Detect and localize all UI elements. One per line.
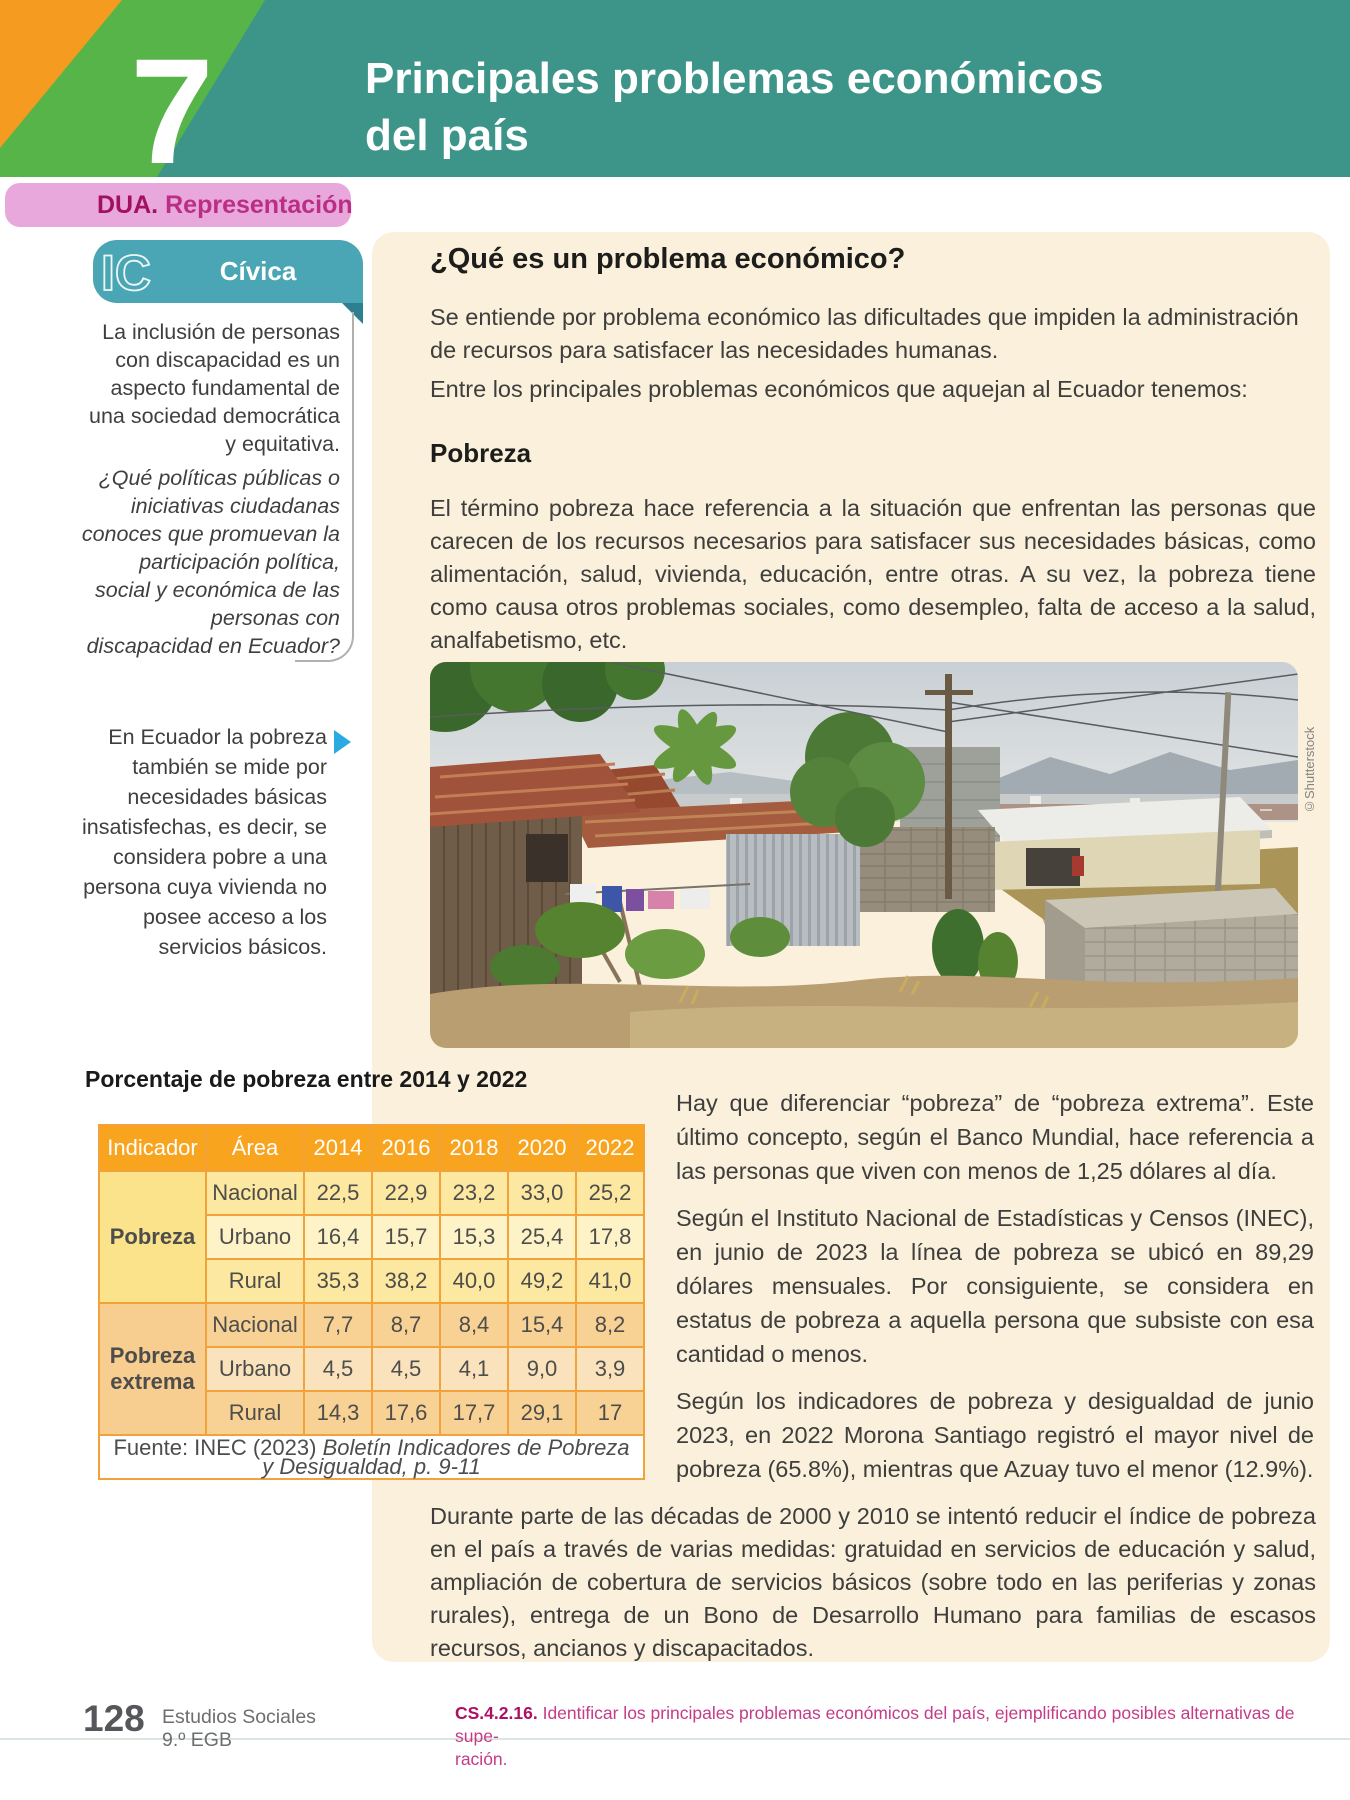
source-prefix: Fuente: INEC (2023) xyxy=(113,1435,323,1460)
standard-code: CS.4.2.16. xyxy=(455,1703,538,1723)
dua-banner xyxy=(5,183,351,227)
cell: Urbano xyxy=(206,1347,304,1391)
col-header-2016: 2016 xyxy=(372,1125,440,1171)
cell: 49,2 xyxy=(508,1259,576,1303)
civica-statement: La inclusión de personas con discapacidad es un aspecto fundamental de una sociedad democrática y equitativa. xyxy=(89,320,340,456)
cell: 17,8 xyxy=(576,1215,644,1259)
indicators-paragraph: Según los indicadores de pobreza y desigualdad de junio 2023, en 2022 Morona Santiago registró el mayor nivel de pobreza (65.8%), mientras que Azuay tuvo el menor (12.9%). xyxy=(676,1388,1314,1482)
cell: 16,4 xyxy=(304,1215,372,1259)
table-title: Porcentaje de pobreza entre 2014 y 2022 xyxy=(85,1066,528,1092)
cell: 17,7 xyxy=(440,1391,508,1435)
page-title-line1: Principales problemas económicos xyxy=(365,54,1104,103)
col-header-indicador: Indicador xyxy=(99,1125,206,1171)
cell: Nacional xyxy=(206,1171,304,1215)
standard-text-line1: Identificar los principales problemas económicos del país, ejemplificando posibles alternativas de supe- xyxy=(455,1703,1295,1746)
page-title-line2: del país xyxy=(365,111,529,160)
margin-note: En Ecuador la pobreza también se mide por necesidades básicas insatisfechas, es decir, se considera pobre a una persona cuya vivienda no posee acceso a los servicios básicos. xyxy=(82,725,327,959)
source-title-line1: Boletín Indicadores de Pobreza xyxy=(322,1435,630,1460)
pobreza-paragraph: El término pobreza hace referencia a la situación que enfrentan las personas que carecen de los recursos necesarios para satisfacer sus necesidades básicas, como alimentación, salud, vivienda, educación, entre otras. A su vez, la pobreza tiene como causa otros problemas sociales, como desempleo, falta de acceso a la salud, analfabetismo, etc. xyxy=(430,495,1316,653)
cell: Rural xyxy=(206,1259,304,1303)
list-intro-paragraph: Entre los principales problemas económicos que aquejan al Ecuador tenemos: xyxy=(430,376,1248,402)
cell: 9,0 xyxy=(508,1347,576,1391)
table-row xyxy=(99,1303,644,1347)
intro-paragraph: Se entiende por problema económico las dificultades que impiden la administración de recursos para satisfacer las necesidades humanas. xyxy=(430,304,1299,363)
cell: 41,0 xyxy=(576,1259,644,1303)
cell: 3,9 xyxy=(576,1347,644,1391)
cell: 15,7 xyxy=(372,1215,440,1259)
note-arrow-icon xyxy=(334,730,351,754)
unit-number: 7 xyxy=(130,27,214,178)
poverty-table xyxy=(98,1124,645,1480)
civica-title: Cívica xyxy=(219,256,297,286)
col-header-2022: 2022 xyxy=(576,1125,644,1171)
page-title xyxy=(365,50,1103,164)
cell: 4,5 xyxy=(372,1347,440,1391)
dua-label: DUA. xyxy=(97,190,159,219)
col-header-2018: 2018 xyxy=(440,1125,508,1171)
cell: 25,2 xyxy=(576,1171,644,1215)
cell: 15,4 xyxy=(508,1303,576,1347)
page-number: 128 xyxy=(83,1698,145,1739)
cell: 35,3 xyxy=(304,1259,372,1303)
civica-question: ¿Qué políticas públicas o iniciativas ciudadanas conoces que promuevan la participación política, social y económica de las personas con discapacidad en Ecuador? xyxy=(81,466,340,658)
cell: 38,2 xyxy=(372,1259,440,1303)
extreme-poverty-paragraph: Hay que diferenciar “pobreza” de “pobreza extrema”. Este último concepto, según el Banco Mundial, hace referencia a las personas que viven con menos de 1,25 dólares al día. xyxy=(676,1090,1314,1184)
civica-header-bar xyxy=(93,240,363,303)
cell: Rural xyxy=(206,1391,304,1435)
cell: 4,1 xyxy=(440,1347,508,1391)
decades-paragraph: Durante parte de las décadas de 2000 y 2010 se intentó reducir el índice de pobreza en el país a través de varias medidas: gratuidad en servicios de educación y salud, ampliación de cobertura de servicios básicos (sobre todo en las periferias y zonas rurales), entrega de un Bono de Desarrollo Humano para familias de escasos recursos, ancianos y discapacitados. xyxy=(430,1503,1316,1661)
subsection-heading: Pobreza xyxy=(430,438,532,468)
cell: Urbano xyxy=(206,1215,304,1259)
dua-representation-label: Representación xyxy=(165,190,353,219)
cell: 14,3 xyxy=(304,1391,372,1435)
cell: 25,4 xyxy=(508,1215,576,1259)
cell: 23,2 xyxy=(440,1171,508,1215)
cell: 8,2 xyxy=(576,1303,644,1347)
cell: 40,0 xyxy=(440,1259,508,1303)
cell: Nacional xyxy=(206,1303,304,1347)
indicator-pobreza: Pobreza xyxy=(99,1171,206,1303)
poverty-neighborhood-photo xyxy=(430,662,1298,1048)
photo-credit: ©Shutterstock xyxy=(1302,726,1317,814)
civica-text-block xyxy=(80,318,340,660)
cell: 17,6 xyxy=(372,1391,440,1435)
grade-level: 9.º EGB xyxy=(162,1729,232,1751)
table-source-row xyxy=(99,1435,644,1479)
indicator-pobreza-extrema: Pobreza extrema xyxy=(99,1303,206,1435)
svg-text:IC: IC xyxy=(101,246,151,301)
table-row xyxy=(99,1171,644,1215)
section-heading: ¿Qué es un problema económico? xyxy=(430,243,906,275)
right-column xyxy=(676,1086,1314,1499)
cell: 8,7 xyxy=(372,1303,440,1347)
footer-subject xyxy=(162,1706,316,1752)
inec-paragraph: Según el Instituto Nacional de Estadísticas y Censos (INEC), en junio de 2023 la línea de pobreza se ubicó en 89,29 dólares mensuales. Por consiguiente, se considera en estatus de pobreza a aquella persona que subsiste con esa cantidad o menos. xyxy=(676,1205,1314,1367)
table-source xyxy=(99,1435,644,1479)
cell: 4,5 xyxy=(304,1347,372,1391)
cell: 17 xyxy=(576,1391,644,1435)
col-header-area: Área xyxy=(206,1125,304,1171)
table-header-row xyxy=(99,1125,644,1171)
standard-text-line2: ración. xyxy=(455,1749,508,1769)
col-header-2014: 2014 xyxy=(304,1125,372,1171)
cell: 22,9 xyxy=(372,1171,440,1215)
cell: 22,5 xyxy=(304,1171,372,1215)
subject-name: Estudios Sociales xyxy=(162,1706,316,1728)
curriculum-standard xyxy=(455,1702,1330,1771)
cell: 7,7 xyxy=(304,1303,372,1347)
cell: 29,1 xyxy=(508,1391,576,1435)
cell: 8,4 xyxy=(440,1303,508,1347)
source-title-line2: y Desigualdad, p. 9-11 xyxy=(262,1454,481,1479)
col-header-2020: 2020 xyxy=(508,1125,576,1171)
cell: 15,3 xyxy=(440,1215,508,1259)
cell: 33,0 xyxy=(508,1171,576,1215)
photo-illustration xyxy=(430,662,1298,1048)
